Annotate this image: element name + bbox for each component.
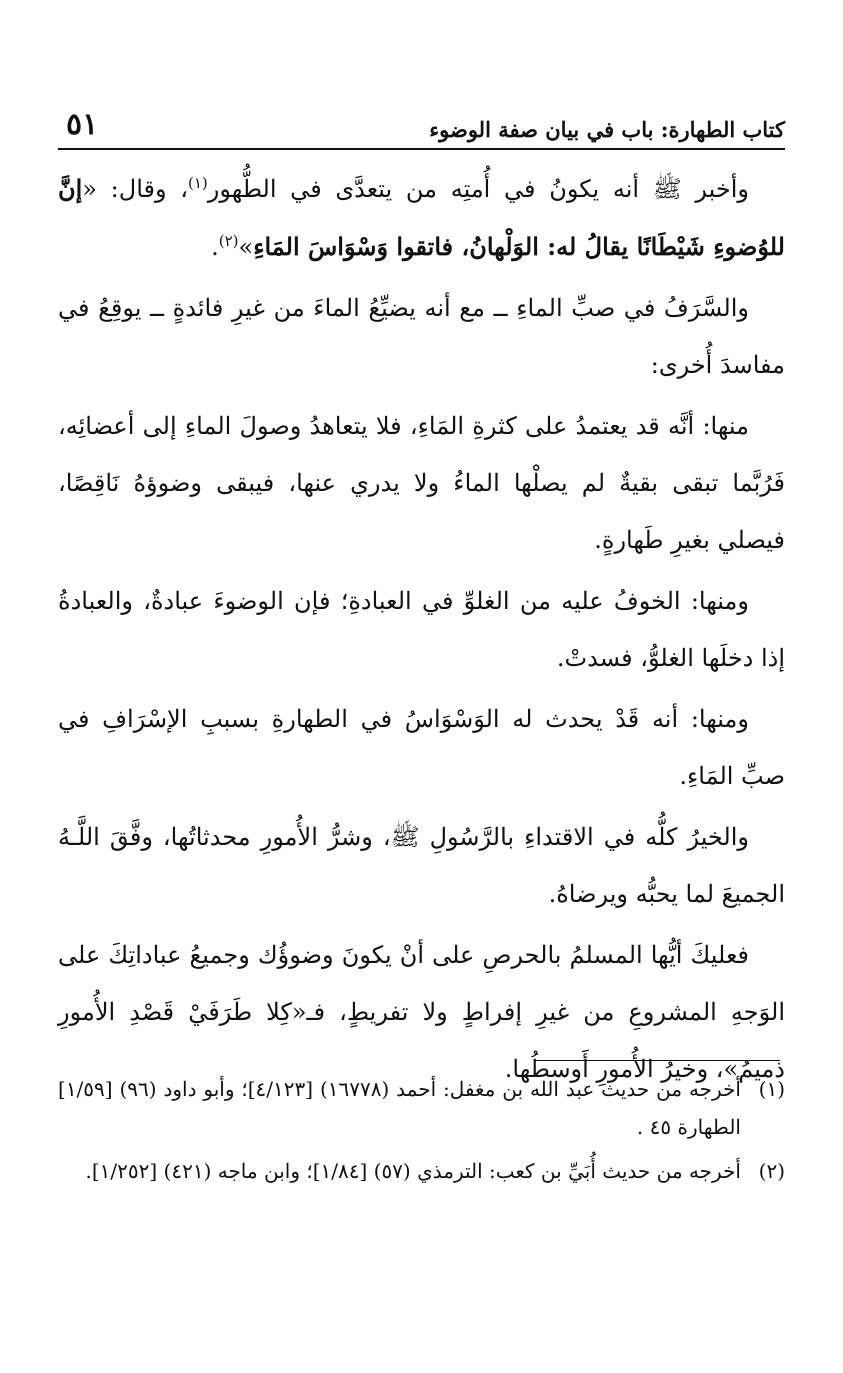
footnote-2 — [58, 1152, 785, 1190]
footnote-2-number: (٢) — [758, 1159, 785, 1183]
quote-close: » — [238, 233, 254, 261]
paragraph-7: فعليكَ أيُّها المسلمُ بالحرصِ على أنْ يكونَ وضوؤُك وجميعُ عباداتِكَ على الوَجهِ المشروعِ من غيرِ إفراطٍ ولا تفريطٍ، فـ«كِلا طَرَفَيْ قَصْدِ الأُمورِ ذميمُ»، وخيرُ الأُمورِ أَوسطُها. — [58, 941, 786, 1083]
footnote-2-text: أخرجه من حديث أُبَيِّ بن كعب: الترمذي (٥٧) [١/٨٤]؛ وابن ماجه (٤٢١) [١/٢٥٢]. — [85, 1159, 741, 1183]
footnote-separator — [535, 1060, 780, 1061]
paragraph-4: ومنها: الخوفُ عليه من الغلوِّ في العبادةِ؛ فإن الوضوءَ عبادةٌ، والعبادةُ إذا دخلَها الغلوُّ، فسدتْ. — [58, 587, 785, 672]
footnote-ref-1[interactable]: (١) — [188, 174, 208, 192]
paragraph-6: والخيرُ كلُّه في الاقتداءِ بالرَّسُولِ ﷺ، وشرُّ الأُمورِ محدثاتُها، وفَّقَ اللَّـهُ الجميعَ لما يحبُّه ويرضاهُ. — [58, 823, 785, 908]
page-number: ٥١ — [66, 107, 99, 142]
paragraph-3: منها: أنَّه قد يعتمدُ على كثرةِ المَاءِ، فلا يتعاهدُ وصولَ الماءِ إلى أعضائِه، فَرُبَّما تبقى بقيةٌ لم يصلْها الماءُ ولا يدري عنها، فيبقى وضوؤهُ نَاقِصًا، فيصلي بغيرِ طَهارةٍ. — [58, 412, 785, 554]
paragraph-2: والسَّرَفُ في صبِّ الماءِ ــ مع أنه يضيِّعُ الماءَ من غيرِ فائدةٍ ــ يوقِعُ في مفاسدَ أُخرى: — [58, 294, 785, 379]
footnote-1-number: (١) — [758, 1077, 785, 1101]
paragraph-1-text: وأخبر ﷺ أنه يكونُ في أُمتِه من يتعدَّى في الطُّهور — [207, 175, 749, 203]
paragraph-1 — [58, 160, 785, 276]
main-text — [58, 160, 785, 1098]
footnote-ref-2[interactable]: (٢) — [218, 232, 239, 250]
footnotes — [58, 1070, 785, 1196]
paragraph-1-end: . — [211, 233, 219, 261]
hadith-quote: إنَّ للوُضوءِ شَيْطَانًا يقالُ له: الوَلْهانُ، فاتقوا وَسْوَاسَ المَاءِ — [58, 174, 785, 261]
footnote-1-text: أخرجه من حديث عبد الله بن مغفل: أحمد (١٦٧٧٨) [٤/١٢٣]؛ وأبو داود (٩٦) [١/٥٩] الطهارة ٤٥ . — [58, 1077, 741, 1139]
running-head: كتاب الطهارة: باب في بيان صفة الوضوء — [429, 117, 785, 142]
page-header — [58, 104, 785, 150]
footnote-1 — [58, 1070, 785, 1146]
paragraph-1-text-b: ، وقال: « — [82, 175, 188, 203]
paragraph-5: ومنها: أنه قَدْ يحدث له الوَسْوَاسُ في الطهارةِ بسببِ الإسْرَافِ في صبِّ المَاءِ. — [58, 705, 785, 790]
